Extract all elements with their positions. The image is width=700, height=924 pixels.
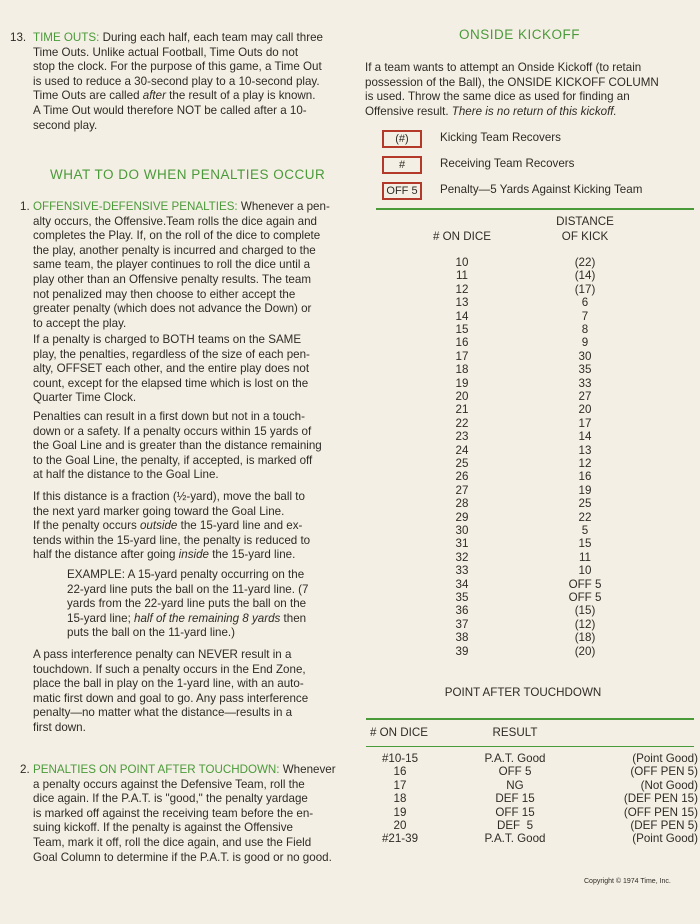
pat-meaning: (Not Good) — [640, 778, 698, 792]
kick-distance: 20 — [578, 403, 592, 417]
pat-col-dice: # ON DICE — [370, 726, 428, 739]
text-line: at half the distance to the Goal Line. — [33, 468, 219, 482]
text-span: the 15-yard line. — [208, 548, 296, 562]
text-line: If a team wants to attempt an Onside Kickoff (to retain — [365, 61, 642, 74]
col-header-distance: DISTANCE — [556, 215, 614, 228]
kick-distance: 35 — [578, 363, 592, 377]
kick-distance: (15) — [574, 604, 596, 618]
dice-value: 37 — [455, 617, 469, 631]
pat-meaning: (Point Good) — [632, 832, 698, 846]
pat-meaning: (DEF PEN 15) — [623, 792, 698, 806]
text-line: to accept the play. — [33, 316, 127, 330]
item1-lead: OFFENSIVE-DEFENSIVE PENALTIES: — [33, 200, 238, 213]
text-line: the Goal Line and is greater than the distance remaining — [33, 439, 322, 453]
pat-result: P.A.T. Good — [484, 832, 546, 846]
dice-value: 36 — [455, 604, 469, 618]
text-line: Time Outs. Unlike actual Football, Time Outs do not — [33, 45, 299, 59]
pat-result: OFF 5 — [498, 765, 532, 779]
kick-distance: 22 — [578, 510, 592, 524]
pat-dice: 19 — [393, 805, 407, 819]
dice-value: 28 — [455, 497, 469, 511]
dice-value: 25 — [455, 457, 469, 470]
item2-number: 2. — [20, 763, 30, 776]
kick-distance: 5 — [581, 524, 589, 537]
legend-label: Penalty—5 Yards Against Kicking Team — [440, 183, 643, 196]
dice-value: 19 — [455, 376, 469, 390]
kick-distance: 30 — [578, 349, 592, 363]
text-line: down or a safety. If a penalty occurs within 15 yards of — [33, 424, 312, 438]
text-span: Time Outs are called — [33, 89, 143, 103]
text-line: greater penalty (which does not advance the Down) or — [33, 302, 312, 316]
text-line: tends within the 15-yard line, the penalty is reduced to — [33, 533, 311, 547]
text-line: is used. Throw the same dice as used for finding an — [365, 90, 630, 104]
timeouts-lead: TIME OUTS: — [33, 31, 100, 44]
text-line: second play. — [33, 118, 98, 132]
onside-heading: ONSIDE KICKOFF — [459, 27, 581, 42]
dice-value: 16 — [455, 336, 469, 350]
pat-meaning: (OFF PEN 15) — [623, 805, 698, 819]
onside-rule — [376, 208, 694, 210]
dice-value: 39 — [455, 644, 469, 658]
kick-distance: 11 — [578, 550, 592, 564]
kick-distance: 14 — [578, 430, 592, 444]
kick-distance: 15 — [578, 537, 592, 551]
kick-distance: (12) — [574, 617, 596, 631]
text-span: inside — [178, 548, 209, 562]
text-line: the play, another penalty is incurred and charged to the — [33, 243, 316, 257]
legend-box: OFF 5 — [382, 182, 422, 200]
text-line: A Time Out would therefore NOT be called after a 10- — [33, 103, 307, 117]
text-line: to the Goal Line, the penalty, if accepted, is marked off — [33, 453, 313, 467]
text-line: is used to reduce a 30-second play to a 10-second play. — [33, 74, 320, 88]
kick-distance: OFF 5 — [568, 577, 602, 591]
copyright: Copyright © 1974 Time, Inc. — [584, 878, 671, 885]
pat-dice: 17 — [393, 778, 407, 792]
pat-result: NG — [506, 778, 524, 792]
dice-value: 12 — [455, 282, 469, 296]
text-span: Offensive result. — [365, 104, 452, 118]
text-span: Whenever a pen- — [237, 200, 330, 213]
text-line: stop the clock. For the purpose of this game, a Time Out — [33, 60, 322, 74]
example-para — [67, 568, 341, 641]
col-header-kick: OF KICK — [561, 230, 609, 243]
text-line: a penalty occurs against the Defensive Team, roll the — [33, 777, 305, 791]
kick-distance: 27 — [578, 390, 592, 403]
legend-item-kicking — [382, 130, 561, 148]
text-span: the result of a play is known. — [165, 89, 316, 103]
dice-value: 10 — [455, 256, 469, 269]
text-line: play other than an Offensive penalty results. The team — [33, 272, 311, 286]
dice-value: 14 — [455, 309, 469, 323]
text-span: after — [142, 89, 166, 103]
text-line: puts the ball on the 11-yard line.) — [67, 626, 235, 640]
text-line: If a penalty is charged to BOTH teams on the SAME — [33, 333, 302, 346]
dice-value: 21 — [455, 403, 469, 417]
item1-para3 — [33, 410, 341, 483]
pat-result: OFF 15 — [495, 805, 535, 819]
text-line: yards from the 22-yard line puts the ball on the — [67, 597, 307, 611]
text-span: the 15-yard line and ex- — [177, 519, 303, 533]
text-line: Goal Column to determine if the P.A.T. is good or no good. — [33, 850, 332, 864]
penalties-heading: WHAT TO DO WHEN PENALTIES OCCUR — [50, 167, 326, 182]
legend-item-receiving — [382, 156, 575, 174]
kick-distance: 33 — [578, 376, 592, 390]
pat-dice: #10-15 — [381, 752, 419, 765]
text-line: dice again. If the P.A.T. is "good," the penalty yardage — [33, 792, 308, 806]
text-line: not penalized may then choose to either accept the — [33, 287, 296, 301]
kick-distance: (14) — [574, 269, 596, 283]
kick-distance: 9 — [581, 336, 589, 350]
pat-result: DEF 15 — [495, 792, 535, 806]
item1-para2 — [33, 333, 341, 406]
text-span: There is no return of this kickoff. — [451, 104, 617, 118]
legend-item-penalty — [382, 182, 643, 200]
pat-meaning: (OFF PEN 5) — [630, 765, 698, 779]
legend-label: Receiving Team Recovers — [440, 157, 575, 170]
dice-value: 22 — [455, 416, 469, 430]
text-line: place the ball in play on the 1-yard line, with an auto- — [33, 677, 304, 691]
text-span: outside — [139, 519, 178, 533]
item2-lead: PENALTIES ON POINT AFTER TOUCHDOWN: — [33, 763, 280, 776]
dice-value: 27 — [455, 483, 469, 497]
pat-dice: 16 — [393, 765, 407, 779]
dice-value: 35 — [455, 591, 469, 604]
dice-value: 34 — [455, 577, 469, 591]
kick-distance: 6 — [581, 296, 589, 310]
dice-value: 31 — [455, 537, 469, 551]
text-span: half of the remaining 8 yards — [134, 611, 281, 625]
text-line: EXAMPLE: A 15-yard penalty occurring on the — [67, 568, 305, 581]
kick-distance: (18) — [574, 631, 596, 645]
text-line: A pass interference penalty can NEVER result in a — [33, 648, 292, 661]
item2-para — [33, 763, 341, 865]
dice-value: 11 — [455, 269, 469, 283]
text-line: possession of the Ball), the ONSIDE KICKOFF COLUMN — [365, 75, 659, 89]
text-span: half the distance after going — [33, 548, 179, 562]
pat-meaning: (DEF PEN 5) — [630, 819, 698, 832]
kick-distance: (22) — [574, 256, 596, 269]
kick-distance: (20) — [574, 644, 596, 658]
pat-dice: #21-39 — [381, 832, 419, 846]
dice-value: 24 — [455, 443, 469, 457]
text-line: same team, the player continues to roll the dice until a — [33, 258, 311, 272]
legend-box: # — [382, 156, 422, 174]
dice-value: 32 — [455, 550, 469, 564]
pat-header-rule — [366, 746, 694, 747]
dice-value: 18 — [455, 363, 469, 377]
dice-value: 30 — [455, 524, 469, 537]
dice-value: 29 — [455, 510, 469, 524]
text-line: is marked off against the receiving team before the en- — [33, 806, 314, 820]
kick-distance: 7 — [581, 309, 589, 323]
text-span: Whenever — [279, 763, 336, 776]
kick-distance: 13 — [578, 443, 592, 457]
pat-meaning: (Point Good) — [632, 752, 698, 765]
text-line: alty, OFFSET each other, and the entire play does not — [33, 362, 310, 376]
text-line: matic first down and goal to go. Any pass interference — [33, 691, 309, 705]
kick-distance: 25 — [578, 497, 592, 511]
pat-rule — [366, 718, 694, 720]
text-line: penalty—no matter what the distance—results in a — [33, 706, 293, 720]
text-line: 22-yard line puts the ball on the 11-yard line. (7 — [67, 582, 309, 596]
dice-value: 15 — [455, 323, 469, 336]
dice-value: 13 — [455, 296, 469, 310]
text-line: first down. — [33, 720, 86, 734]
timeouts-text — [33, 31, 341, 133]
text-line: alty occurs, the Offensive.Team rolls the dice again and — [33, 214, 317, 228]
item1-para4 — [33, 490, 341, 563]
kick-distance: 19 — [578, 483, 592, 497]
text-span: 15-yard line; — [67, 611, 135, 625]
kick-distance: OFF 5 — [568, 591, 602, 604]
item1-number: 1. — [20, 200, 30, 213]
pat-result: DEF 5 — [496, 819, 534, 832]
item1-para1 — [33, 200, 341, 331]
text-line: Team, mark it off, roll the dice again, and use the Field — [33, 835, 312, 849]
text-line: touchdown. If such a penalty occurs in the End Zone, — [33, 662, 306, 676]
legend-label: Kicking Team Recovers — [440, 131, 561, 144]
text-line: suing kickoff. If the penalty is against the Offensive — [33, 821, 293, 835]
dice-value: 33 — [455, 564, 469, 578]
col-header-dice: # ON DICE — [433, 230, 491, 243]
kick-distance: (17) — [574, 282, 596, 296]
pat-heading: POINT AFTER TOUCHDOWN — [444, 686, 602, 699]
dice-value: 23 — [455, 430, 469, 444]
text-line: If this distance is a fraction (½-yard), move the ball to — [33, 490, 305, 503]
text-line: the next yard marker going toward the Goal Line. — [33, 504, 285, 518]
text-span: then — [280, 611, 307, 625]
dice-value: 38 — [455, 631, 469, 645]
text-line: play, the penalties, regardless of the size of each pen- — [33, 347, 310, 361]
kick-distance: 8 — [581, 323, 589, 336]
kick-distance: 16 — [578, 470, 592, 484]
text-span: If the penalty occurs — [33, 519, 140, 533]
onside-intro — [365, 61, 687, 119]
legend-box: (#) — [382, 130, 422, 148]
pat-dice: 20 — [393, 819, 407, 832]
text-line: Quarter Time Clock. — [33, 391, 137, 405]
text-line: Penalties can result in a first down but not in a touch- — [33, 410, 305, 423]
pat-col-result: RESULT — [492, 726, 538, 739]
dice-value: 17 — [455, 349, 469, 363]
pat-result: P.A.T. Good — [484, 752, 546, 765]
dice-value: 26 — [455, 470, 469, 484]
kick-distance: 17 — [578, 416, 592, 430]
text-line: completes the Play. If, on the roll of the dice to complete — [33, 229, 321, 243]
text-line: During each half, each team may call three — [99, 31, 323, 44]
item1-para5 — [33, 648, 341, 736]
timeouts-number: 13. — [10, 31, 27, 44]
pat-dice: 18 — [393, 792, 407, 806]
text-line: count, except for the elapsed time which is lost on the — [33, 376, 309, 390]
kick-distance: 12 — [578, 457, 592, 470]
dice-value: 20 — [455, 390, 469, 403]
kick-distance: 10 — [578, 564, 592, 578]
